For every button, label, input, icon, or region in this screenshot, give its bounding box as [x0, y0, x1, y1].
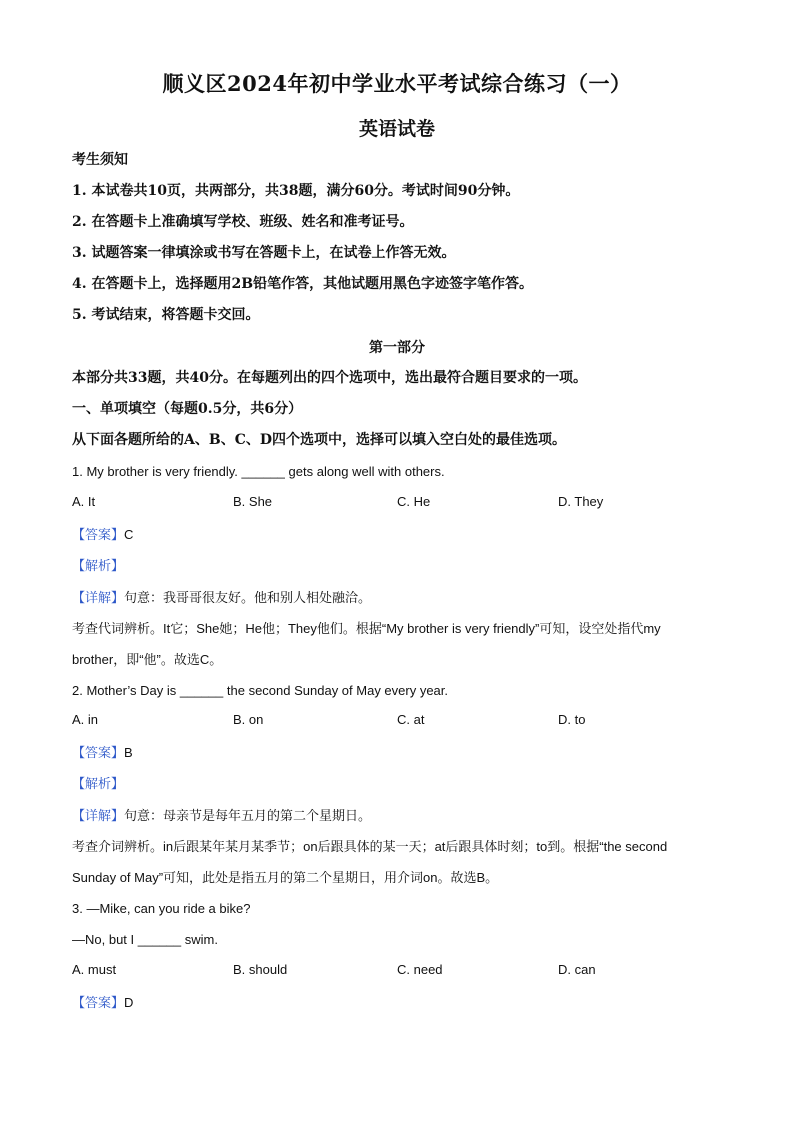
option-c: C. at: [397, 712, 425, 727]
notice-item: 2. 在答题卡上准确填写学校、班级、姓名和准考证号。: [72, 214, 414, 230]
page-title: 顺义区2024年初中学业水平考试综合练习（一）: [162, 71, 632, 96]
section-instruction: 从下面各题所给的A、B、C、D四个选项中，选择可以填入空白处的最佳选项。: [72, 432, 566, 448]
detail-text: 句意：我哥哥很友好。他和别人相处融洽。: [124, 590, 372, 605]
part-intro: 本部分共33题，共40分。在每题列出的四个选项中，选出最符合题目要求的一项。: [72, 370, 587, 386]
part-heading: 第一部分: [369, 340, 425, 356]
option-c: C. need: [397, 962, 443, 977]
section-title: 一、单项填空（每题0.5分，共6分）: [72, 401, 303, 417]
answer-label: 【答案】: [72, 995, 125, 1010]
answer-label: 【答案】: [72, 527, 125, 542]
option-d: D. They: [558, 494, 604, 509]
detail-line: [72, 806, 371, 826]
option-d: D. to: [558, 712, 586, 727]
question-stem: 1. My brother is very friendly. ______ gets along well with others.: [72, 464, 445, 479]
answer-value: D: [124, 995, 134, 1010]
explanation-line: 考查介词辨析。in后跟某年某月某季节；on后跟具体的某一天；at后跟具体时刻；to到。根据“the second: [72, 839, 668, 854]
detail-label: 【详解】: [72, 590, 125, 605]
answer-line: [72, 993, 133, 1013]
option-b: B. on: [233, 712, 264, 727]
answer-label: 【答案】: [72, 745, 125, 760]
analysis-label: 【解析】: [72, 558, 125, 573]
option-a: A. must: [72, 962, 117, 977]
option-b: B. should: [233, 962, 288, 977]
notice-heading: 考生须知: [72, 152, 128, 168]
question-stem: 3. —Mike, can you ride a bike?: [72, 901, 251, 916]
option-a: A. in: [72, 712, 99, 727]
explanation-line: brother，即“他”。故选C。: [72, 652, 223, 667]
notice-item: 4. 在答题卡上，选择题用2B铅笔作答，其他试题用黑色字迹签字笔作答。: [72, 276, 534, 292]
detail-label: 【详解】: [72, 808, 125, 823]
answer-value: B: [124, 745, 133, 760]
analysis-label: 【解析】: [72, 776, 125, 791]
option-d: D. can: [558, 962, 596, 977]
option-c: C. He: [397, 494, 431, 509]
explanation-line: 考查代词辨析。It它；She她；He他；They他们。根据“My brother is very friendly”可知，设空处指代my: [72, 621, 661, 636]
explanation-line: Sunday of May”可知，此处是指五月的第二个星期日，用介词on。故选B。: [72, 870, 499, 885]
page-subtitle: 英语试卷: [358, 118, 435, 140]
detail-text: 句意：母亲节是每年五月的第二个星期日。: [124, 808, 372, 823]
notice-item: 5. 考试结束，将答题卡交回。: [72, 307, 260, 323]
notice-item: 1. 本试卷共10页，共两部分，共38题，满分60分。考试时间90分钟。: [72, 183, 520, 199]
option-b: B. She: [233, 494, 273, 509]
answer-line: [72, 525, 133, 545]
notice-item: 3. 试题答案一律填涂或书写在答题卡上，在试卷上作答无效。: [72, 245, 456, 261]
question-stem: 2. Mother’s Day is ______ the second Sunday of May every year.: [72, 683, 449, 698]
answer-value: C: [124, 527, 134, 542]
detail-line: [72, 588, 371, 608]
answer-line: [72, 743, 133, 763]
question-stem: —No, but I ______ swim.: [72, 932, 218, 947]
option-a: A. It: [72, 494, 96, 509]
